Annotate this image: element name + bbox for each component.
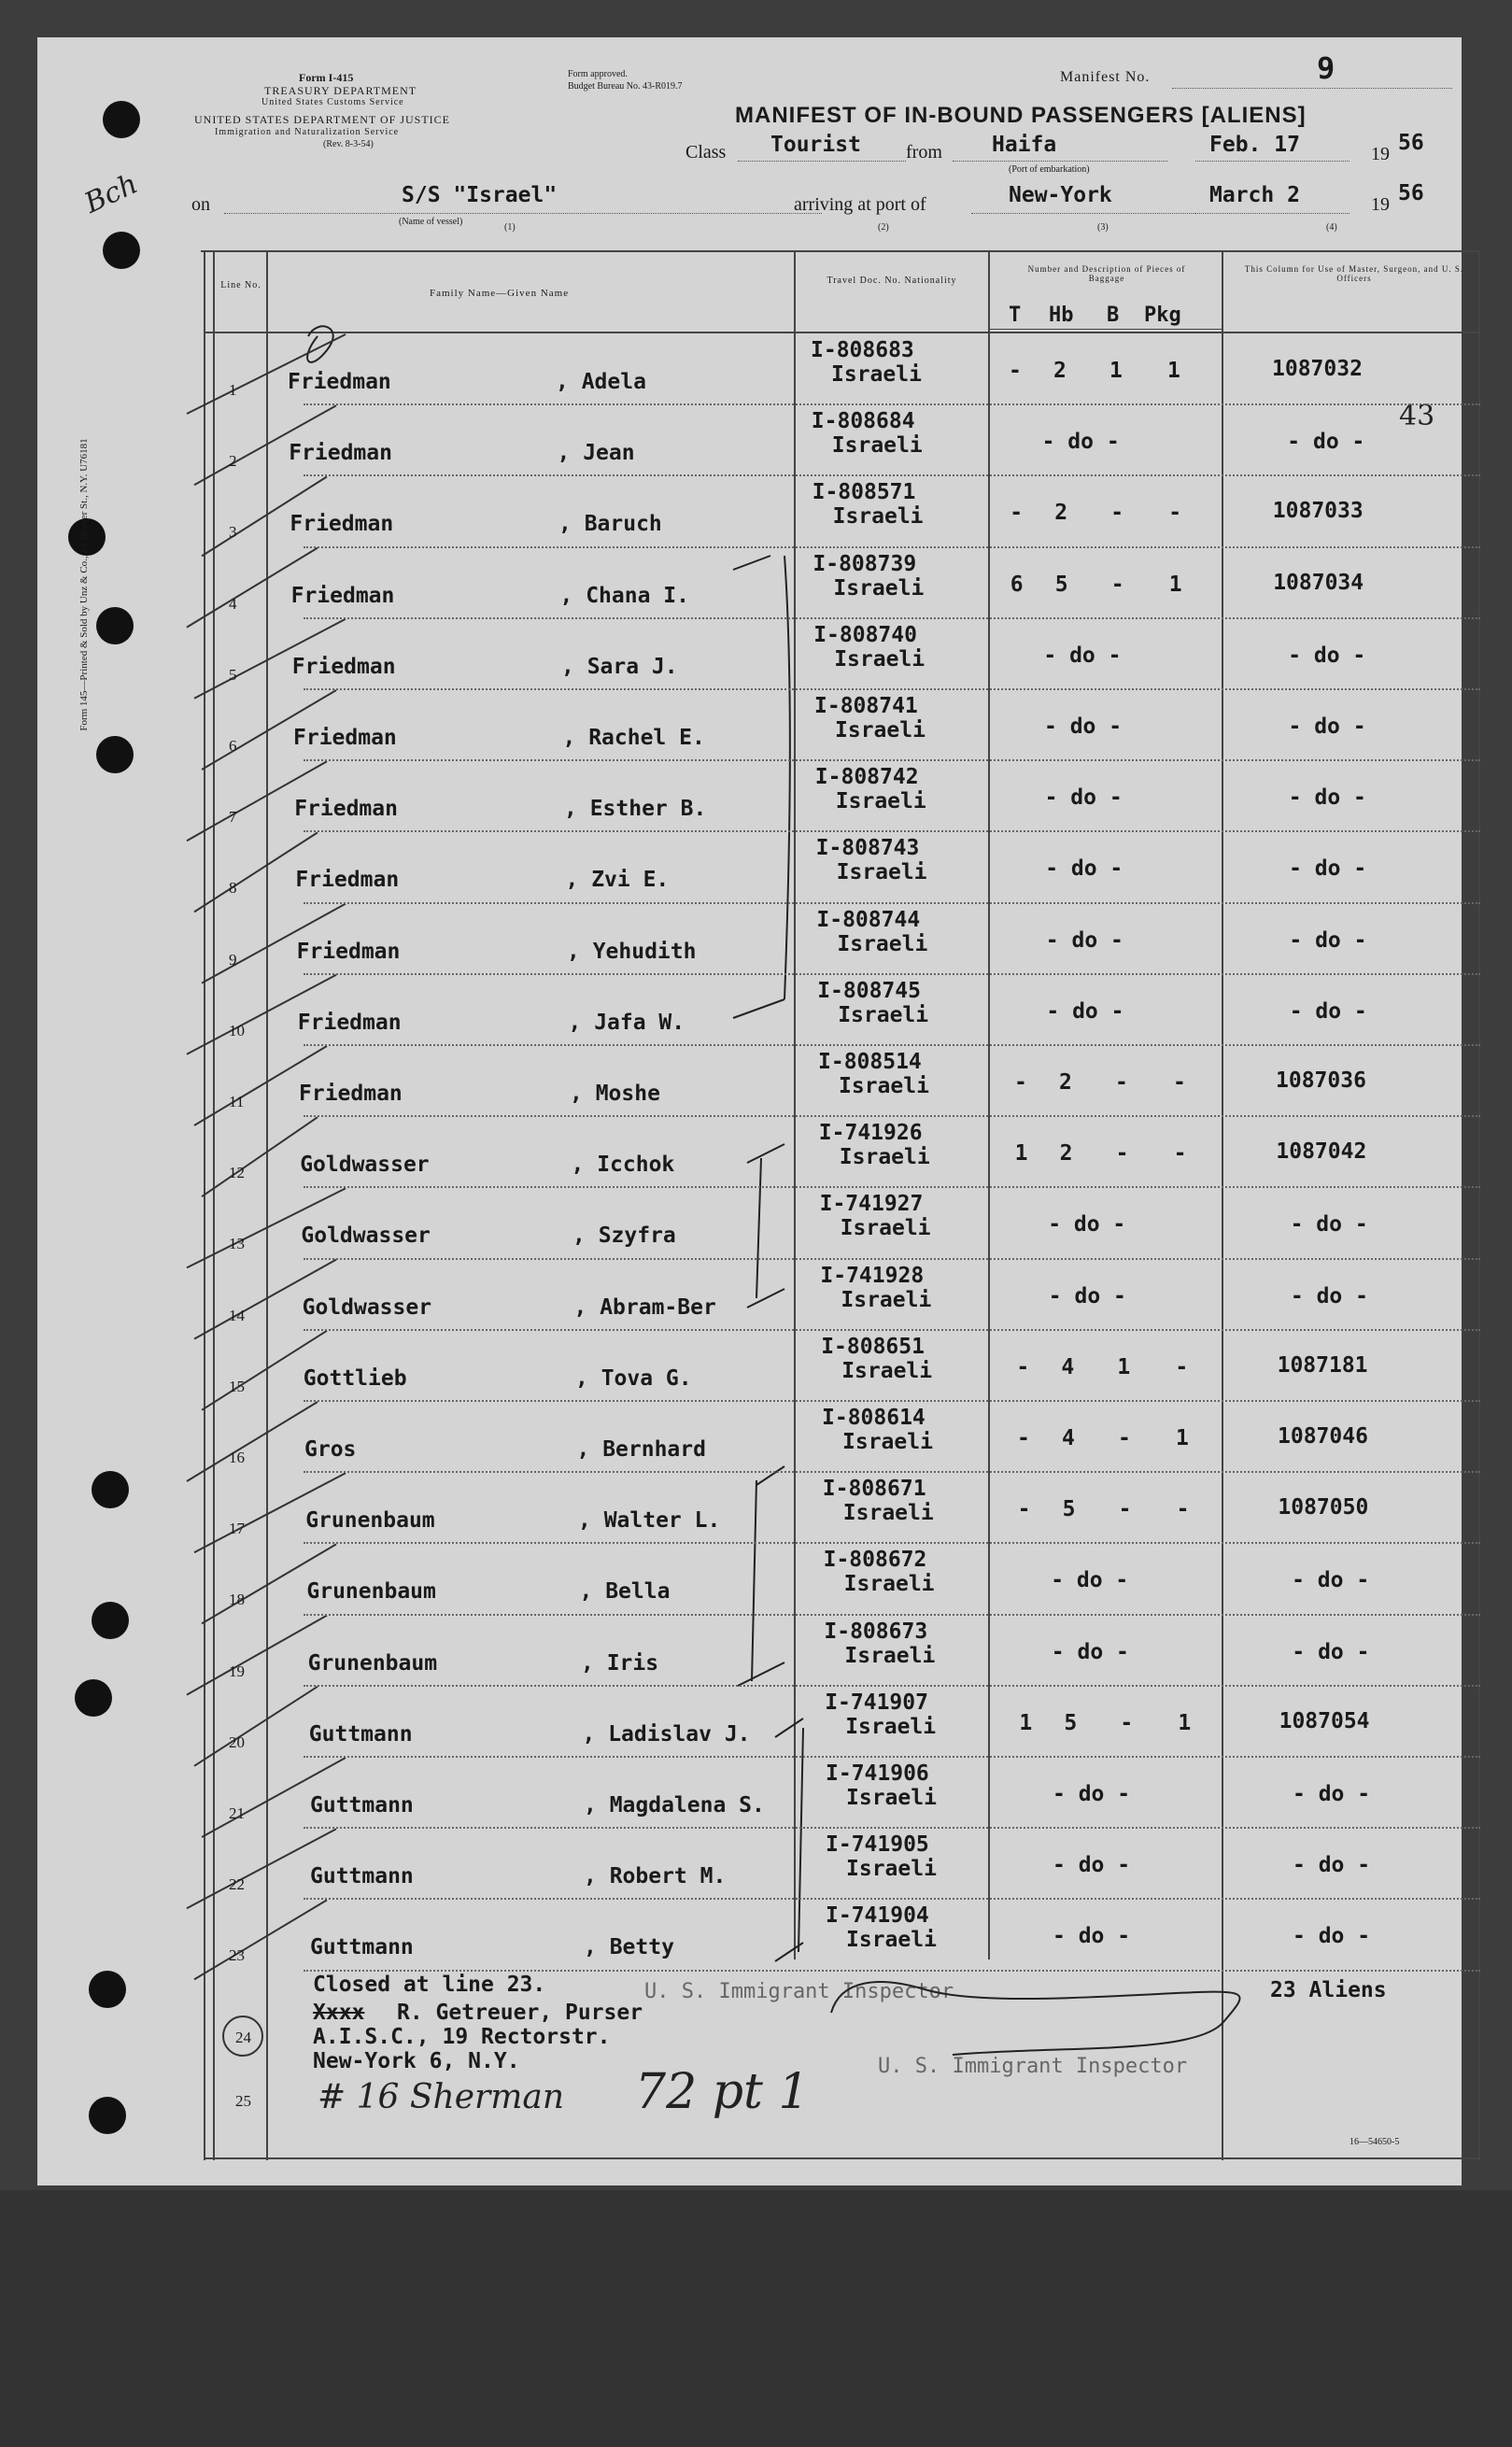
baggage-pkg: 1 <box>1167 359 1180 383</box>
table-row <box>37 548 1462 619</box>
baggage-t: - <box>1009 359 1022 383</box>
line-number: 8 <box>229 879 237 898</box>
line-number: 1 <box>229 381 237 399</box>
given-name: , Abram-Ber <box>573 1294 716 1320</box>
form-code: 16—54650-5 <box>1349 2137 1400 2147</box>
col-header-line: Line No. <box>220 280 261 290</box>
baggage-ditto: - do - <box>1051 1568 1129 1593</box>
nationality: Israeli <box>831 433 923 459</box>
line-number: 4 <box>229 594 237 613</box>
alien-total: 23 Aliens <box>1270 1978 1387 2002</box>
travel-doc-no: I-741906 <box>826 1761 929 1786</box>
baggage-hb: 4 <box>1062 1426 1075 1450</box>
margin-initials: Bch <box>79 167 143 220</box>
baggage-pkg: 1 <box>1178 1710 1192 1735</box>
col-num-4: (4) <box>1326 222 1337 233</box>
baggage-pkg: - <box>1176 1497 1190 1522</box>
scan-background <box>0 2190 1512 2447</box>
travel-doc-no: I-741927 <box>819 1192 924 1217</box>
family-name: Friedman <box>299 1082 403 1106</box>
given-name: , Baruch <box>558 512 662 537</box>
manifest-title: MANIFEST OF IN-BOUND PASSENGERS [ALIENS] <box>735 103 1307 128</box>
line-number: 12 <box>229 1164 245 1182</box>
travel-doc-no: I-808745 <box>817 978 921 1003</box>
baggage-hb: 5 <box>1062 1497 1076 1522</box>
travel-doc-no: I-808739 <box>813 551 917 576</box>
bag-sub-hb: Hb <box>1049 304 1074 327</box>
family-name: Friedman <box>291 654 396 679</box>
line-number: 21 <box>229 1804 245 1822</box>
nationality: Israeli <box>834 646 926 672</box>
year-prefix-2: 19 <box>1371 194 1390 215</box>
family-name: Grunenbaum <box>307 1650 438 1676</box>
baggage-t: - <box>1017 1426 1030 1450</box>
baggage-ditto: - do - <box>1045 927 1123 953</box>
baggage-hb: 2 <box>1054 501 1068 526</box>
baggage-ditto: - do - <box>1045 856 1123 882</box>
given-name: , Bernhard <box>576 1437 706 1462</box>
baggage-hb: 5 <box>1054 572 1068 597</box>
arriving-label: arriving at port of <box>794 194 926 215</box>
vessel-name: S/S "Israel" <box>402 183 558 207</box>
travel-doc-no: I-741905 <box>826 1832 929 1858</box>
official-number: 1087032 <box>1272 357 1363 381</box>
table-row <box>37 1829 1462 1900</box>
inspector-stamp: U. S. Immigrant Inspector <box>644 1980 954 2003</box>
given-name: , Robert M. <box>584 1864 727 1889</box>
nationality: Israeli <box>840 1216 931 1241</box>
revision: (Rev. 8-3-54) <box>323 139 374 149</box>
travel-doc-no: I-741926 <box>818 1121 923 1146</box>
given-name: , Tova G. <box>575 1365 692 1391</box>
baggage-t: 6 <box>1010 572 1024 597</box>
line-number: 10 <box>229 1021 245 1040</box>
nationality: Israeli <box>846 1928 937 1953</box>
official-ditto: - do - <box>1293 1782 1371 1806</box>
official-ditto: - do - <box>1292 1568 1370 1593</box>
family-name: Friedman <box>294 797 398 822</box>
official-ditto: - do - <box>1289 856 1367 882</box>
baggage-ditto: - do - <box>1044 714 1123 739</box>
official-ditto: - do - <box>1288 785 1366 811</box>
class-label: Class <box>685 142 727 163</box>
official-number: 1087050 <box>1278 1495 1369 1521</box>
form-approved: Form approved. <box>568 69 628 79</box>
nationality: Israeli <box>832 504 924 530</box>
family-name: Friedman <box>296 939 401 964</box>
family-name: Gros <box>304 1437 357 1462</box>
inspector-signature <box>831 1982 1239 2055</box>
line-number: 3 <box>229 523 237 542</box>
family-name: Grunenbaum <box>306 1579 436 1605</box>
nationality: Israeli <box>845 1714 937 1739</box>
treasury-dept: TREASURY DEPARTMENT <box>264 84 417 97</box>
table-row <box>37 476 1462 547</box>
baggage-hb: 2 <box>1053 359 1067 383</box>
travel-doc-no: I-808683 <box>811 338 914 362</box>
nationality: Israeli <box>846 1857 937 1882</box>
family-name: Goldwasser <box>300 1153 430 1178</box>
baggage-ditto: - do - <box>1053 1924 1131 1949</box>
baggage-b: 1 <box>1109 359 1123 383</box>
baggage-ditto: - do - <box>1046 998 1124 1024</box>
customs-service: United States Customs Service <box>261 97 404 107</box>
line-number: 18 <box>229 1591 245 1609</box>
baggage-hb: 4 <box>1061 1354 1075 1379</box>
budget-bureau: Budget Bureau No. 43-R019.7 <box>568 81 683 92</box>
line-number: 14 <box>229 1306 245 1324</box>
nationality: Israeli <box>839 1074 929 1098</box>
manifest-no: 9 <box>1317 50 1335 86</box>
nationality: Israeli <box>846 1786 937 1810</box>
nationality: Israeli <box>835 718 926 743</box>
family-name: Gottlieb <box>303 1365 407 1391</box>
baggage-b: 1 <box>1117 1354 1131 1379</box>
travel-doc-no: I-808684 <box>811 409 915 434</box>
baggage-hb: 5 <box>1064 1710 1078 1735</box>
official-ditto: - do - <box>1289 927 1367 953</box>
family-name: Friedman <box>293 726 397 750</box>
baggage-ditto: - do - <box>1051 1639 1129 1664</box>
line-number-24: 24 <box>235 2029 251 2046</box>
family-name: Guttmann <box>310 1864 414 1889</box>
official-number: 1087046 <box>1278 1424 1368 1449</box>
justice-dept: UNITED STATES DEPARTMENT OF JUSTICE <box>194 113 451 126</box>
baggage-pkg: - <box>1175 1354 1189 1379</box>
official-number: 1087034 <box>1273 570 1364 595</box>
agency-address: A.I.S.C., 19 Rectorstr. <box>313 2025 611 2049</box>
col-num-1: (1) <box>504 222 516 233</box>
col-header-baggage: Number and Description of Pieces of Baggage <box>1027 264 1186 283</box>
from-label: from <box>906 142 942 163</box>
purser-strike: Xxxx <box>313 2001 365 2025</box>
official-ditto: - do - <box>1287 430 1365 455</box>
given-name: , Adela <box>556 370 646 394</box>
table-row <box>37 1402 1462 1473</box>
baggage-b: - <box>1118 1497 1132 1522</box>
class-value: Tourist <box>770 133 861 157</box>
col-header-official: This Column for Use of Master, Surgeon, and U. S. Officers <box>1244 264 1464 283</box>
given-name: , Ladislav J. <box>582 1721 751 1747</box>
line-number: 7 <box>229 808 237 827</box>
official-number: 1087036 <box>1276 1068 1366 1093</box>
handwritten-mark: 72 pt 1 <box>635 2064 810 2120</box>
form-number: Form I-415 <box>299 71 354 84</box>
official-ditto: - do - <box>1290 1212 1368 1238</box>
baggage-t: 1 <box>1019 1710 1033 1735</box>
official-number: 1087181 <box>1277 1352 1368 1378</box>
family-name: Friedman <box>290 512 394 537</box>
given-name: , Sara J. <box>561 654 678 679</box>
given-name: , Bella <box>579 1579 671 1605</box>
baggage-pkg: - <box>1173 1141 1187 1167</box>
nationality: Israeli <box>833 575 925 601</box>
baggage-ditto: - do - <box>1044 785 1123 811</box>
official-ditto: - do - <box>1288 643 1366 668</box>
table-row <box>37 1758 1462 1829</box>
travel-doc-no: I-741928 <box>820 1263 925 1288</box>
family-name: Friedman <box>288 370 391 394</box>
given-name: , Szyfra <box>572 1224 676 1249</box>
baggage-pkg: - <box>1168 501 1182 526</box>
official-number: 1087054 <box>1279 1708 1370 1733</box>
line-number: 17 <box>229 1520 245 1538</box>
given-name: , Yehudith <box>567 939 697 964</box>
baggage-t: - <box>1010 501 1024 526</box>
table-row <box>37 761 1462 832</box>
line-number-25: 25 <box>235 2092 251 2110</box>
baggage-pkg: 1 <box>1176 1426 1189 1450</box>
family-name: Guttmann <box>310 1935 414 1960</box>
table-row <box>37 1544 1462 1615</box>
travel-doc-no: I-808672 <box>823 1548 927 1573</box>
line-number: 16 <box>229 1449 245 1466</box>
travel-doc-no: I-808742 <box>814 765 919 790</box>
nationality: Israeli <box>839 1145 930 1170</box>
family-name: Friedman <box>289 441 392 466</box>
bag-sub-t: T <box>1009 304 1022 327</box>
ins-service: Immigration and Naturalization Service <box>215 127 400 137</box>
nationality: Israeli <box>841 1287 932 1312</box>
embark-note: (Port of embarkation) <box>1009 164 1090 175</box>
given-name: , Rachel E. <box>562 726 705 750</box>
baggage-pkg: - <box>1173 1070 1186 1095</box>
table-row <box>37 1260 1462 1331</box>
line-number: 19 <box>229 1662 245 1680</box>
col-num-2: (2) <box>878 222 889 233</box>
arrival-year: 56 <box>1398 181 1424 205</box>
table-row <box>37 1616 1462 1687</box>
year-prefix: 19 <box>1371 144 1390 164</box>
table-row <box>37 334 1462 405</box>
line-number: 13 <box>229 1235 245 1253</box>
nationality: Israeli <box>843 1572 935 1597</box>
manifest-no-label: Manifest No. <box>1060 69 1151 85</box>
given-name: , Magdalena S. <box>584 1793 765 1818</box>
travel-doc-no: I-808744 <box>816 907 921 932</box>
given-name: , Jafa W. <box>568 1010 685 1035</box>
travel-doc-no: I-808514 <box>818 1050 922 1074</box>
arrival-date: March 2 <box>1209 183 1300 207</box>
table-row <box>37 832 1462 903</box>
given-name: , Walter L. <box>578 1508 721 1534</box>
closed-at-line: Closed at line 23. <box>313 1973 546 1997</box>
bag-sub-b: B <box>1107 304 1120 327</box>
table-row <box>37 1331 1462 1402</box>
side-imprint: Form 145—Printed & Sold by Unz & Co., 24 Beaver St., N.Y. U76181 <box>78 438 90 731</box>
table-row <box>37 904 1462 975</box>
family-name: Friedman <box>297 1010 402 1035</box>
official-number: 1087042 <box>1276 1139 1367 1165</box>
family-name: Grunenbaum <box>305 1508 435 1534</box>
baggage-t: - <box>1014 1070 1027 1095</box>
bag-sub-pkg: Pkg <box>1144 304 1181 327</box>
given-name: , Esther B. <box>564 797 707 822</box>
nationality: Israeli <box>837 931 928 956</box>
baggage-hb: 2 <box>1059 1141 1073 1167</box>
baggage-t: - <box>1017 1497 1031 1522</box>
baggage-b: - <box>1118 1426 1131 1450</box>
given-name: , Moshe <box>570 1082 660 1106</box>
baggage-b: - <box>1115 1070 1128 1095</box>
travel-doc-no: I-808571 <box>812 480 916 505</box>
baggage-t: - <box>1016 1354 1030 1379</box>
baggage-t: 1 <box>1014 1141 1028 1167</box>
baggage-ditto: - do - <box>1053 1853 1131 1878</box>
official-number: 1087033 <box>1272 499 1364 524</box>
official-ditto: - do - <box>1293 1853 1371 1878</box>
nationality: Israeli <box>838 1002 929 1027</box>
col-header-doc: Travel Doc. No. Nationality <box>827 276 957 286</box>
travel-doc-no: I-808741 <box>814 694 918 718</box>
baggage-ditto: - do - <box>1048 1212 1126 1238</box>
margin-number: 43 <box>1399 400 1435 432</box>
official-ditto: - do - <box>1293 1924 1371 1949</box>
embark-port: Haifa <box>992 133 1057 157</box>
inspector-stamp-2: U. S. Immigrant Inspector <box>878 2055 1188 2078</box>
given-name: , Betty <box>584 1935 674 1960</box>
agency-city: New-York 6, N.Y. <box>313 2049 520 2073</box>
family-name: Friedman <box>295 868 400 893</box>
table-row <box>37 1046 1462 1117</box>
table-row <box>37 1900 1462 1971</box>
line-number: 15 <box>229 1377 245 1395</box>
travel-doc-no: I-808740 <box>813 622 917 647</box>
table-row <box>37 975 1462 1046</box>
col-header-name: Family Name—Given Name <box>430 288 570 299</box>
line-number: 9 <box>229 950 237 969</box>
line-number: 2 <box>229 452 237 471</box>
col-num-3: (3) <box>1097 222 1109 233</box>
arrival-port: New-York <box>1009 183 1112 207</box>
nationality: Israeli <box>831 362 922 387</box>
family-name: Goldwasser <box>302 1294 432 1320</box>
travel-doc-no: I-808743 <box>815 836 920 861</box>
official-ditto: - do - <box>1290 1283 1368 1308</box>
given-name: , Icchok <box>571 1153 675 1178</box>
table-row <box>37 1117 1462 1188</box>
nationality: Israeli <box>835 789 926 814</box>
table-row <box>37 619 1462 690</box>
baggage-hb: 2 <box>1059 1070 1072 1095</box>
table-row <box>37 1473 1462 1544</box>
baggage-b: - <box>1120 1710 1134 1735</box>
official-ditto: - do - <box>1289 998 1367 1024</box>
baggage-ditto: - do - <box>1041 430 1120 455</box>
given-name: , Jean <box>557 441 635 466</box>
family-name: Guttmann <box>310 1793 414 1818</box>
vessel-note: (Name of vessel) <box>399 217 463 227</box>
manifest-sheet <box>37 37 1462 2185</box>
family-name: Friedman <box>290 583 395 608</box>
given-name: , Zvi E. <box>565 868 670 893</box>
on-label: on <box>191 194 210 215</box>
table-row <box>37 1687 1462 1758</box>
line-number: 5 <box>229 665 237 684</box>
line-number: 20 <box>229 1733 245 1751</box>
baggage-ditto: - do - <box>1048 1283 1126 1308</box>
baggage-b: - <box>1115 1141 1129 1167</box>
line-number: 6 <box>229 737 237 755</box>
travel-doc-no: I-808614 <box>822 1406 926 1430</box>
purser-name: R. Getreuer, Purser <box>397 2001 643 2025</box>
given-name: , Iris <box>581 1650 659 1676</box>
line-number: 22 <box>229 1875 245 1894</box>
line-number: 23 <box>229 1946 245 1965</box>
travel-doc-no: I-808651 <box>821 1334 925 1359</box>
row-divider <box>304 1970 1480 1972</box>
nationality: Israeli <box>841 1358 933 1383</box>
nationality: Israeli <box>842 1501 934 1526</box>
nationality: Israeli <box>836 860 927 885</box>
baggage-b: - <box>1110 501 1124 526</box>
family-name: Goldwasser <box>301 1224 431 1249</box>
given-name: , Chana I. <box>559 583 689 608</box>
official-ditto: - do - <box>1292 1639 1370 1664</box>
travel-doc-no: I-741904 <box>826 1903 929 1929</box>
handwritten-note: # 16 Sherman <box>318 2078 565 2116</box>
table-row <box>37 690 1462 761</box>
nationality: Israeli <box>842 1430 933 1454</box>
nationality: Israeli <box>844 1643 936 1668</box>
travel-doc-no: I-808671 <box>822 1477 926 1502</box>
travel-doc-no: I-741907 <box>825 1690 928 1715</box>
line-number: 11 <box>229 1093 245 1110</box>
baggage-b: - <box>1110 572 1124 597</box>
baggage-ditto: - do - <box>1043 643 1122 668</box>
sail-date: Feb. 17 <box>1209 133 1300 157</box>
sail-year: 56 <box>1398 131 1424 155</box>
baggage-pkg: 1 <box>1168 572 1182 597</box>
baggage-ditto: - do - <box>1053 1782 1131 1806</box>
official-ditto: - do - <box>1288 714 1366 739</box>
table-row <box>37 1188 1462 1259</box>
travel-doc-no: I-808673 <box>824 1619 928 1644</box>
family-name: Guttmann <box>308 1721 413 1747</box>
table-row <box>37 405 1462 476</box>
